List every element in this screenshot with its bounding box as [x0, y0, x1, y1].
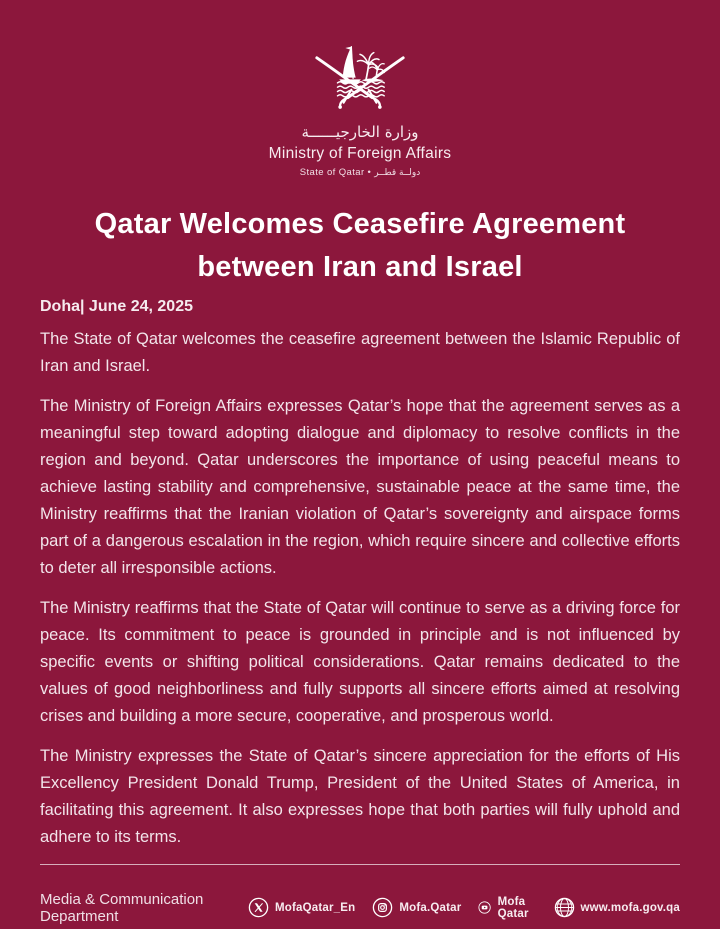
x-handle: MofaQatar_En: [275, 901, 356, 914]
footer: [40, 865, 680, 929]
paragraph-4: The Ministry expresses the State of Qatar’s sincere appreciation for the efforts of His Excellency President Donald Trump, President of the United States of America, in facilitating this agreement. It also expresses hope that both parties will fully uphold and adhere to its terms.: [40, 746, 680, 846]
x-icon: [248, 897, 269, 918]
social-youtube: [478, 896, 536, 920]
social-x: [248, 897, 355, 918]
instagram-icon: [372, 897, 393, 918]
ministry-header: [40, 44, 680, 178]
dateline: Doha| June 24, 2025: [40, 297, 193, 315]
website-url: www.mofa.gov.qa: [580, 901, 680, 914]
paragraph-3: The Ministry reaffirms that the State of Qatar will continue to serve as a driving force for peace. Its commitment to peace is grounded in principle and is not influenced by specific events or shifting political considerations. Qatar remains dedicated to the values of good neighborliness and fully supports all sincere efforts aimed at resolving crises and building a more secure, cooperative, and prosperous world.: [40, 598, 680, 725]
social-website: [554, 897, 680, 918]
ministry-name-arabic: وزارة الخارجيــــــة: [301, 123, 419, 141]
statement-title: [40, 203, 680, 290]
social-links: [248, 896, 680, 920]
youtube-icon: [478, 897, 491, 918]
instagram-handle: Mofa.Qatar: [399, 901, 462, 914]
state-separator-dot: •: [367, 166, 372, 178]
state-of-qatar-line: [40, 168, 680, 178]
ministry-name-english: Ministry of Foreign Affairs: [268, 145, 452, 162]
social-instagram: [372, 897, 461, 918]
department-label: Media & Communication Department: [40, 890, 204, 925]
globe-icon: [554, 897, 575, 918]
statement-body: [40, 326, 680, 864]
statement-title-line2: between Iran and Israel: [197, 251, 523, 283]
qatar-emblem-icon: [308, 44, 412, 120]
footer-block: [40, 864, 680, 929]
paragraph-1: The State of Qatar welcomes the ceasefire agreement between the Islamic Republic of Iran and Israel.: [40, 329, 680, 375]
state-of-qatar-english: State of Qatar: [299, 166, 365, 178]
statement-title-line1: Qatar Welcomes Ceasefire Agreement: [94, 207, 626, 240]
state-of-qatar-arabic: دولــة قطــر: [374, 167, 421, 178]
paragraph-2: The Ministry of Foreign Affairs expresses Qatar’s hope that the agreement serves as a meaningful step toward adopting dialogue and diplomacy to resolve conflicts in the region and beyond. Qatar underscores the importance of using peaceful means to achieve lasting stability and comprehensive, sustainable peace at the same time, the Ministry reaffirms that the Iranian violation of Qatar’s sovereignty and airspace forms part of a dangerous escalation in the region, which require sincere and collective efforts to deter all irresponsible actions.: [40, 396, 680, 577]
youtube-handle: Mofa Qatar: [497, 895, 529, 920]
